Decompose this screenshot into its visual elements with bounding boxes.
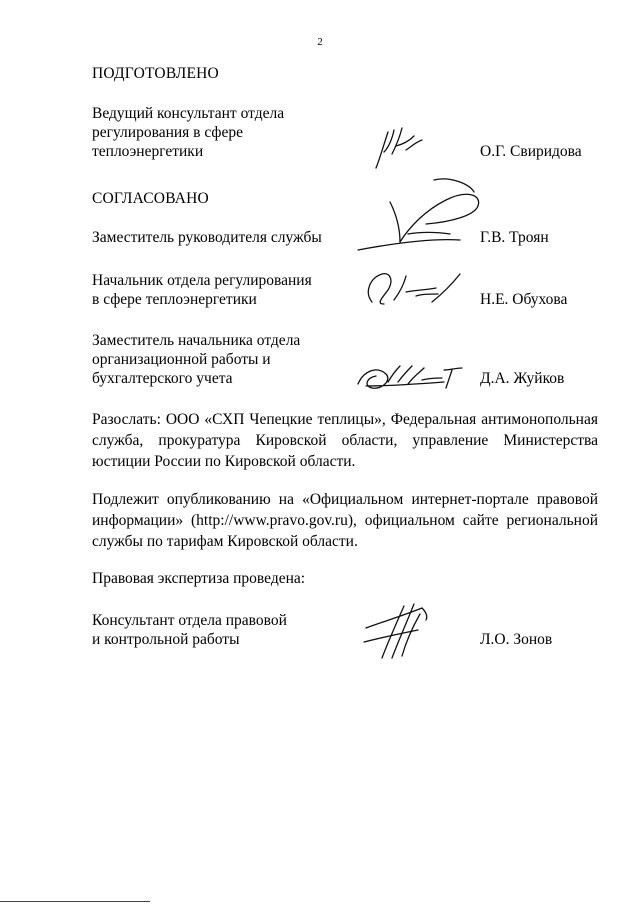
signer-1-name: Г.В. Троян xyxy=(480,229,549,246)
agreed-heading: СОГЛАСОВАНО xyxy=(92,190,209,207)
signer-2-role-line-2: в сфере теплоэнергетики xyxy=(92,291,257,308)
footnote-divider xyxy=(0,901,150,902)
legal-review-role-line-1: Консультант отдела правовой xyxy=(92,612,287,629)
prepared-role-line-3: теплоэнергетики xyxy=(92,143,204,160)
signer-2-role-line-1: Начальник отдела регулирования xyxy=(92,272,312,289)
signer-2-name: Н.Е. Обухова xyxy=(480,291,568,308)
prepared-role-line-1: Ведущий консультант отдела xyxy=(92,105,285,122)
legal-review-statement: Правовая экспертиза проведена: xyxy=(92,570,306,587)
signer-3-role-line-2: организационной работы и xyxy=(92,351,271,368)
prepared-name: О.Г. Свиридова xyxy=(480,143,582,160)
signature-troyan xyxy=(350,176,490,268)
signature-obukhova xyxy=(360,264,470,310)
signer-3-name: Д.А. Жуйков xyxy=(480,370,565,387)
publication-note: Подлежит опубликованию на «Официальном интернет-портале правовой информации» (http://www.pravo.gov.ru), официальном сайте региональной службы по тарифам Кировской области. xyxy=(92,491,598,550)
page-number: 2 xyxy=(317,36,323,48)
distribution-list: Разослать: ООО «СХП Чепецкие теплицы», Федеральная антимонопольная служба, прокуратура Кировской области, управление Министерства юстиции России по Кировской области. xyxy=(92,411,598,470)
signature-zhuykov xyxy=(352,356,468,396)
signature-sviridova xyxy=(366,124,436,174)
legal-review-name: Л.О. Зонов xyxy=(480,631,553,648)
prepared-heading: ПОДГОТОВЛЕНО xyxy=(92,65,219,82)
prepared-role-line-2: регулирования в сфере xyxy=(92,124,243,141)
legal-review-role-line-2: и контрольной работы xyxy=(92,631,240,648)
signature-zonov xyxy=(362,598,442,662)
signer-1-role: Заместитель руководителя службы xyxy=(92,229,322,246)
signer-3-role-line-1: Заместитель начальника отдела xyxy=(92,332,301,349)
signer-3-role-line-3: бухгалтерского учета xyxy=(92,370,233,387)
